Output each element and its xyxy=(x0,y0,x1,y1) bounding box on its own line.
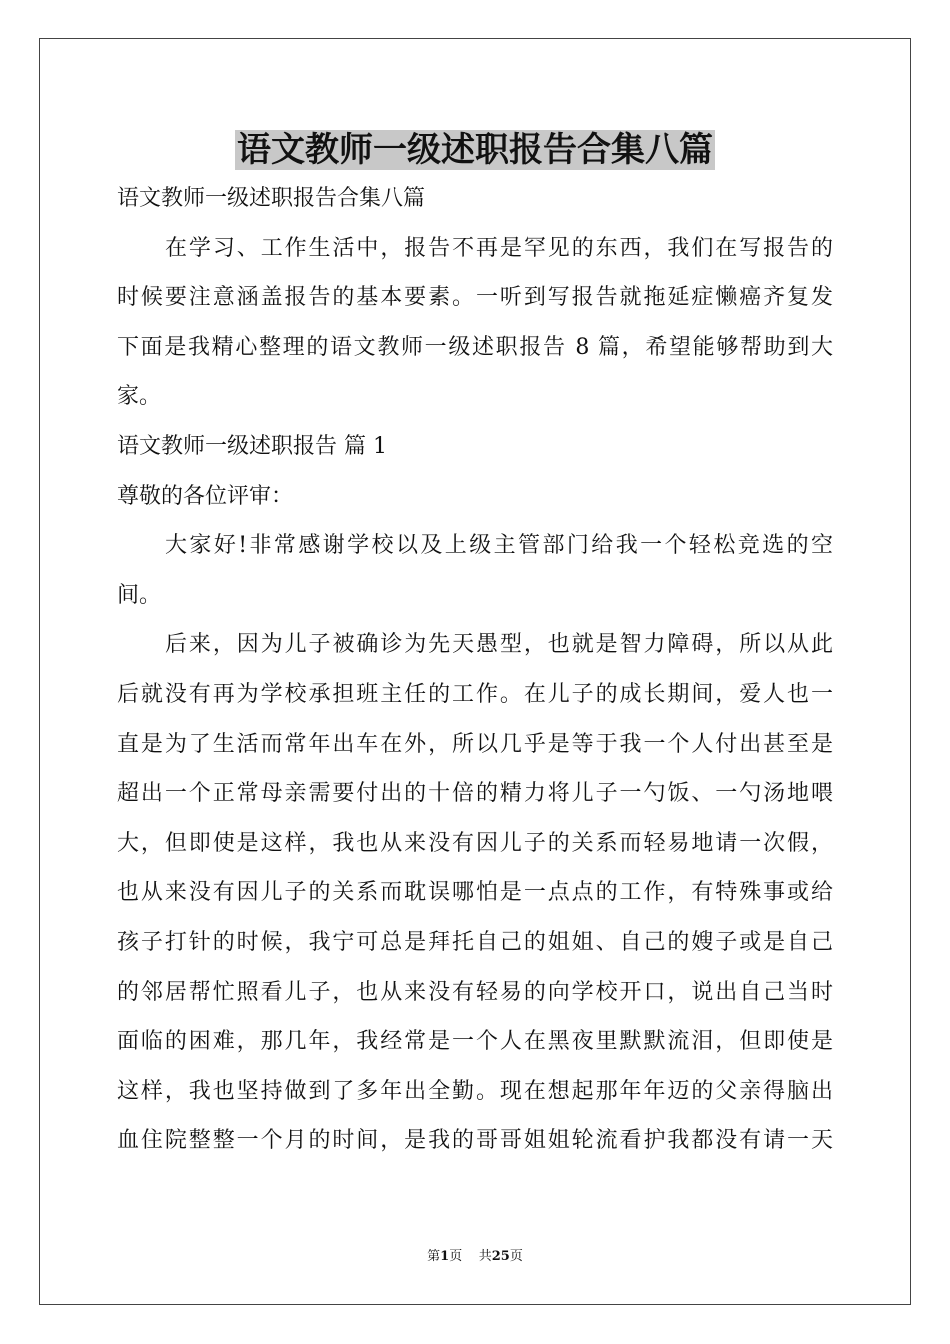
document-body xyxy=(117,174,833,1166)
footer-page-unit: 页 xyxy=(449,1249,463,1264)
document-title xyxy=(0,126,950,174)
text-line: 大，但即使是这样，我也从来没有因儿子的关系而轻易地请一次假， xyxy=(117,830,833,856)
page-footer xyxy=(0,1248,950,1266)
text-line: 在学习、工作生活中，报告不再是罕见的东西，我们在写报告的 xyxy=(165,235,833,261)
text-line: 家。 xyxy=(117,384,162,410)
text-line: 尊敬的各位评审： xyxy=(117,483,294,509)
text-line: 也从来没有因儿子的关系而耽误哪怕是一点点的工作，有特殊事或给 xyxy=(117,880,833,906)
text-line: 时候要注意涵盖报告的基本要素。一听到写报告就拖延症懒癌齐复发 xyxy=(117,285,833,311)
text-line: 血住院整整一个月的时间，是我的哥哥姐姐轮流看护我都没有请一天 xyxy=(117,1128,833,1154)
footer-total-unit: 页 xyxy=(509,1249,523,1264)
text-line: 直是为了生活而常年出车在外，所以几乎是等于我一个人付出甚至是 xyxy=(117,731,833,757)
text-line: 语文教师一级述职报告 篇 1 xyxy=(117,433,387,459)
text-line: 孩子打针的时候，我宁可总是拜托自己的姐姐、自己的嫂子或是自己 xyxy=(117,929,833,955)
text-line: 后来，因为儿子被确诊为先天愚型，也就是智力障碍，所以从此 xyxy=(165,632,833,658)
text-line: 面临的困难，那几年，我经常是一个人在黑夜里默默流泪，但即使是 xyxy=(117,1029,833,1055)
text-line: 语文教师一级述职报告合集八篇 xyxy=(117,186,426,211)
text-line: 下面是我精心整理的语文教师一级述职报告 8 篇，希望能够帮助到大 xyxy=(117,334,833,360)
text-line: 大家好!非常感谢学校以及上级主管部门给我一个轻松竞选的空 xyxy=(165,533,833,559)
footer-prefix: 第 xyxy=(427,1249,441,1264)
text-line: 这样，我也坚持做到了多年出全勤。现在想起那年年迈的父亲得脑出 xyxy=(117,1078,833,1104)
footer-total-prefix: 共 xyxy=(478,1249,492,1264)
text-line: 超出一个正常母亲需要付出的十倍的精力将儿子一勺饭、一勺汤地喂 xyxy=(117,781,833,807)
footer-total-pages: 25 xyxy=(491,1249,510,1264)
text-line: 后就没有再为学校承担班主任的工作。在儿子的成长期间，爱人也一 xyxy=(117,681,833,707)
footer-page-number: 1 xyxy=(440,1249,450,1264)
text-line: 间。 xyxy=(117,582,162,608)
document-title-text: 语文教师一级述职报告合集八篇 xyxy=(237,130,713,170)
text-line: 的邻居帮忙照看儿子，也从来没有轻易的向学校开口，说出自己当时 xyxy=(117,979,833,1005)
